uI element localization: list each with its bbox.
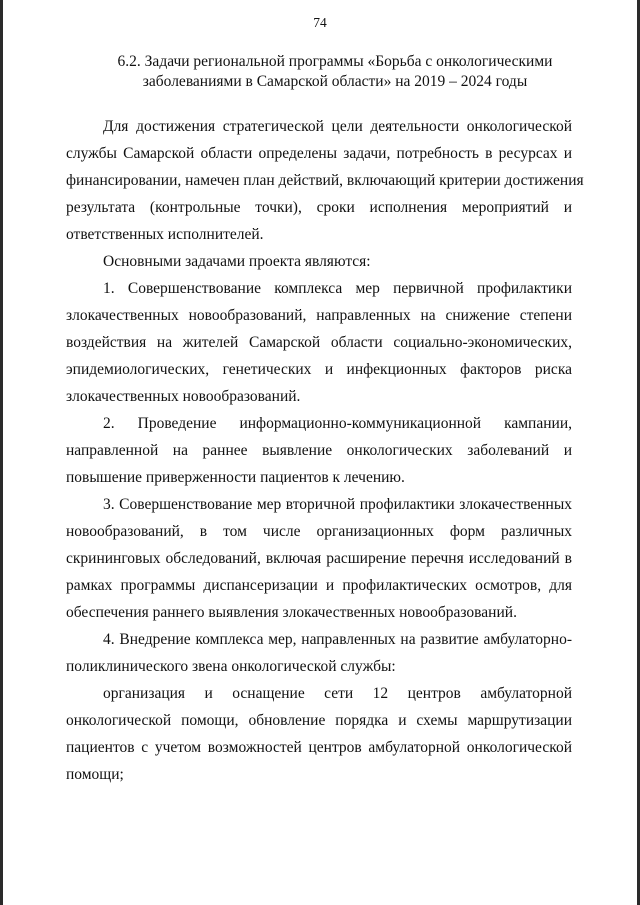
task-4-item-line: онкологической помощи, обновление порядка и схемы маршрутизации [66, 712, 572, 729]
task-2-line: направленной на раннее выявление онкологических заболеваний и [66, 442, 572, 459]
task-3-line: обеспечения раннего выявления злокачественных новообразований. [66, 604, 517, 621]
section-heading-line: заболеваниями в Самарской области» на 2019 – 2024 годы [142, 73, 528, 90]
section-heading-line: 6.2. Задачи региональной программы «Борьба с онкологическими [117, 53, 553, 70]
tasks-intro: Основными задачами проекта являются: [103, 253, 371, 270]
task-1-line: злокачественных новообразований, направленных на снижение степени [66, 307, 572, 324]
task-3-line: 3. Совершенствование мер вторичной профилактики злокачественных [103, 496, 572, 513]
intro-line: результата (контрольные точки), сроки исполнения мероприятий и [66, 199, 572, 216]
section-heading [100, 52, 570, 92]
page-number: 74 [313, 15, 327, 30]
task-3-line: новообразований, в том числе организационных форм различных [66, 523, 572, 540]
intro-line: Для достижения стратегической цели деятельности онкологической [103, 118, 572, 135]
scan-edge-left [0, 0, 3, 905]
task-2-line: 2. Проведение информационно-коммуникационной кампании, [103, 415, 572, 432]
task-1-line: 1. Совершенствование комплекса мер первичной профилактики [103, 280, 572, 297]
task-1-line: воздействия на жителей Самарской области социально-экономических, [66, 334, 572, 351]
task-1-line: злокачественных новообразований. [66, 388, 301, 405]
task-4-item-line: пациентов с учетом возможностей центров амбулаторной онкологической [66, 739, 572, 756]
task-1-line: эпидемиологических, генетических и инфекционных факторов риска [66, 361, 572, 378]
task-4-item-line: помощи; [66, 766, 124, 783]
task-2-line: повышение приверженности пациентов к лечению. [66, 469, 405, 486]
task-4-item-line: организация и оснащение сети 12 центров амбулаторной [103, 685, 572, 702]
task-3-line: рамках программы диспансеризации и профилактических осмотров, для [66, 577, 572, 594]
intro-line: службы Самарской области определены задачи, потребность в ресурсах и [66, 145, 572, 162]
intro-line: ответственных исполнителей. [66, 226, 264, 243]
intro-line: финансировании, намечен план действий, включающий критерии достижения [66, 172, 584, 189]
task-3-line: скрининговых обследований, включая расширение перечня исследований в [66, 550, 572, 567]
task-4-line: поликлинического звена онкологической службы: [66, 658, 396, 675]
task-4-line: 4. Внедрение комплекса мер, направленных на развитие амбулаторно- [103, 631, 572, 648]
